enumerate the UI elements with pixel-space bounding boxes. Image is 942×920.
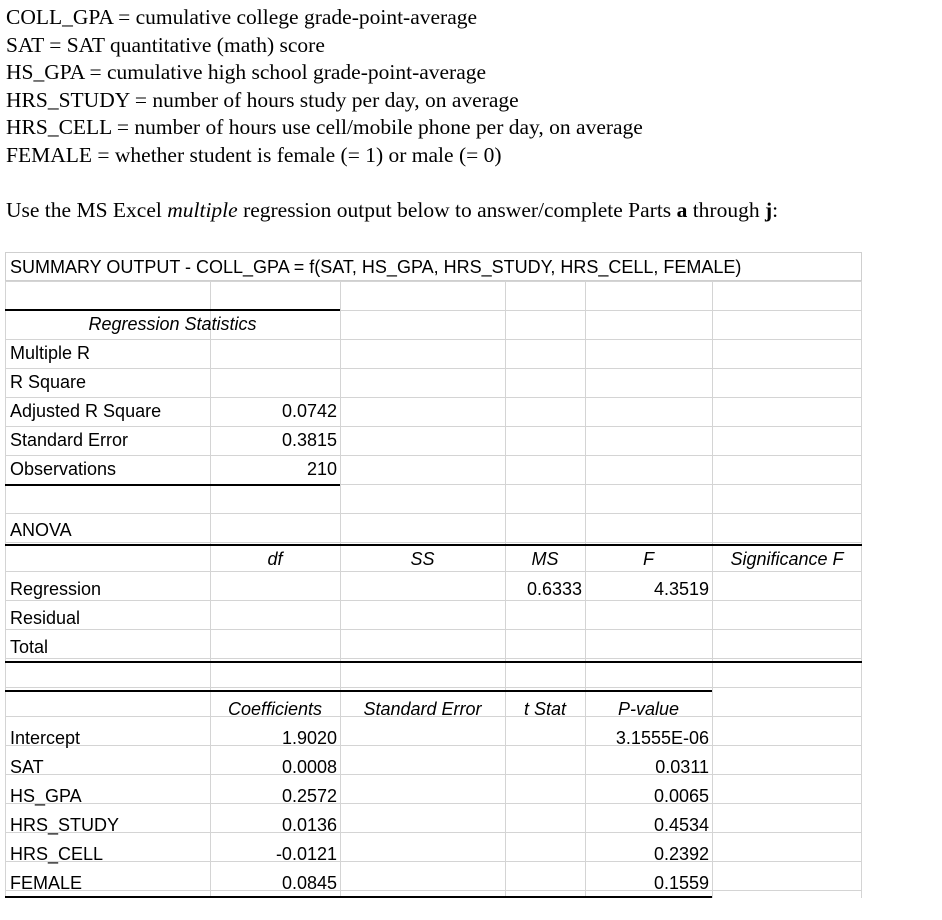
instruction-colon: : [772, 198, 779, 222]
coef-hs-gpa-p-value: 0.0065 [653, 786, 709, 806]
coef-hrs-cell-value: -0.0121 [275, 844, 337, 864]
variable-definitions [6, 4, 643, 170]
anova-row-residual-label: Residual [10, 608, 81, 628]
anova-header-f: F [643, 549, 654, 569]
coef-sat-p-value: 0.0311 [655, 757, 709, 777]
stat-label-observations: Observations [10, 459, 117, 479]
regression-statistics-bottom-rule [5, 484, 340, 486]
stat-label-r-square: R Square [10, 372, 87, 392]
stat-label-adjusted-r-square: Adjusted R Square [10, 401, 162, 421]
instruction-through: through [687, 198, 765, 222]
coef-intercept-value: 1.9020 [281, 728, 337, 748]
regression-statistics-top-rule [5, 309, 340, 311]
coef-female-p-value: 0.1559 [653, 873, 709, 893]
coef-row-sat-label: SAT [10, 757, 44, 777]
stat-value-standard-error: 0.3815 [281, 430, 337, 450]
instruction-part-a: a [676, 198, 688, 222]
stat-value-multiple-r [210, 339, 337, 368]
summary-output-title: SUMMARY OUTPUT - COLL_GPA = f(SAT, HS_GPA, HRS_STUDY, HRS_CELL, FEMALE) [5, 252, 862, 281]
coef-hs-gpa-value: 0.2572 [281, 786, 337, 806]
anova-header-df: df [267, 549, 283, 569]
instruction-multiple: multiple [167, 198, 238, 222]
coefficients-bottom-rule [5, 896, 712, 898]
anova-bottom-rule [5, 661, 862, 663]
definition-hs-gpa: HS_GPA = cumulative high school grade-point-average [6, 60, 487, 85]
anova-header-ms: MS [531, 549, 559, 569]
anova-label: ANOVA [10, 520, 72, 540]
coef-row-hs-gpa-label: HS_GPA [10, 786, 82, 806]
stat-value-r-square [210, 368, 337, 397]
definition-female: FEMALE = whether student is female (= 1) or male (= 0) [6, 142, 502, 167]
stat-value-observations: 210 [306, 459, 337, 479]
instruction-part-j: j [764, 198, 773, 222]
stat-value-adjusted-r-square: 0.0742 [281, 401, 337, 421]
definition-coll-gpa: COLL_GPA = cumulative college grade-point-average [6, 5, 478, 29]
anova-row-regression-label: Regression [10, 579, 102, 599]
coef-intercept-p-value: 3.1555E-06 [615, 728, 709, 748]
coef-sat-value: 0.0008 [281, 757, 337, 777]
instruction-middle: regression output below to answer/complete Parts [237, 198, 677, 222]
coef-header-t-stat: t Stat [523, 699, 567, 719]
coef-hrs-study-p-value: 0.4534 [653, 815, 709, 835]
definition-hrs-study: HRS_STUDY = number of hours study per day, on average [6, 87, 519, 112]
definition-hrs-cell: HRS_CELL = number of hours use cell/mobile phone per day, on average [6, 115, 643, 140]
definition-sat: SAT = SAT quantitative (math) score [6, 32, 325, 57]
instruction-prefix: Use the MS Excel [6, 198, 168, 222]
stat-label-multiple-r: Multiple R [10, 343, 91, 363]
coef-hrs-study-value: 0.0136 [281, 815, 337, 835]
coef-row-female-label: FEMALE [10, 873, 83, 893]
anova-regression-f: 4.3519 [653, 579, 709, 599]
coef-row-hrs-cell-label: HRS_CELL [10, 844, 104, 864]
anova-top-rule [5, 544, 862, 546]
coef-header-coefficients: Coefficients [227, 699, 323, 719]
anova-regression-ms: 0.6333 [526, 579, 582, 599]
coef-header-standard-error: Standard Error [363, 699, 482, 719]
regression-output-sheet [5, 252, 862, 898]
coef-row-hrs-study-label: HRS_STUDY [10, 815, 120, 835]
instruction-text [6, 198, 778, 223]
stat-label-standard-error: Standard Error [10, 430, 129, 450]
coef-female-value: 0.0845 [281, 873, 337, 893]
coef-row-intercept-label: Intercept [10, 728, 81, 748]
anova-header-ss: SS [410, 549, 435, 569]
coef-hrs-cell-p-value: 0.2392 [653, 844, 709, 864]
coefficients-top-rule [5, 690, 712, 692]
anova-row-total-label: Total [10, 637, 49, 657]
regression-statistics-header: Regression Statistics [88, 314, 257, 334]
spreadsheet-gridlines [5, 252, 862, 898]
anova-header-significance-f: Significance F [730, 549, 844, 569]
coef-header-p-value: P-value [617, 699, 680, 719]
